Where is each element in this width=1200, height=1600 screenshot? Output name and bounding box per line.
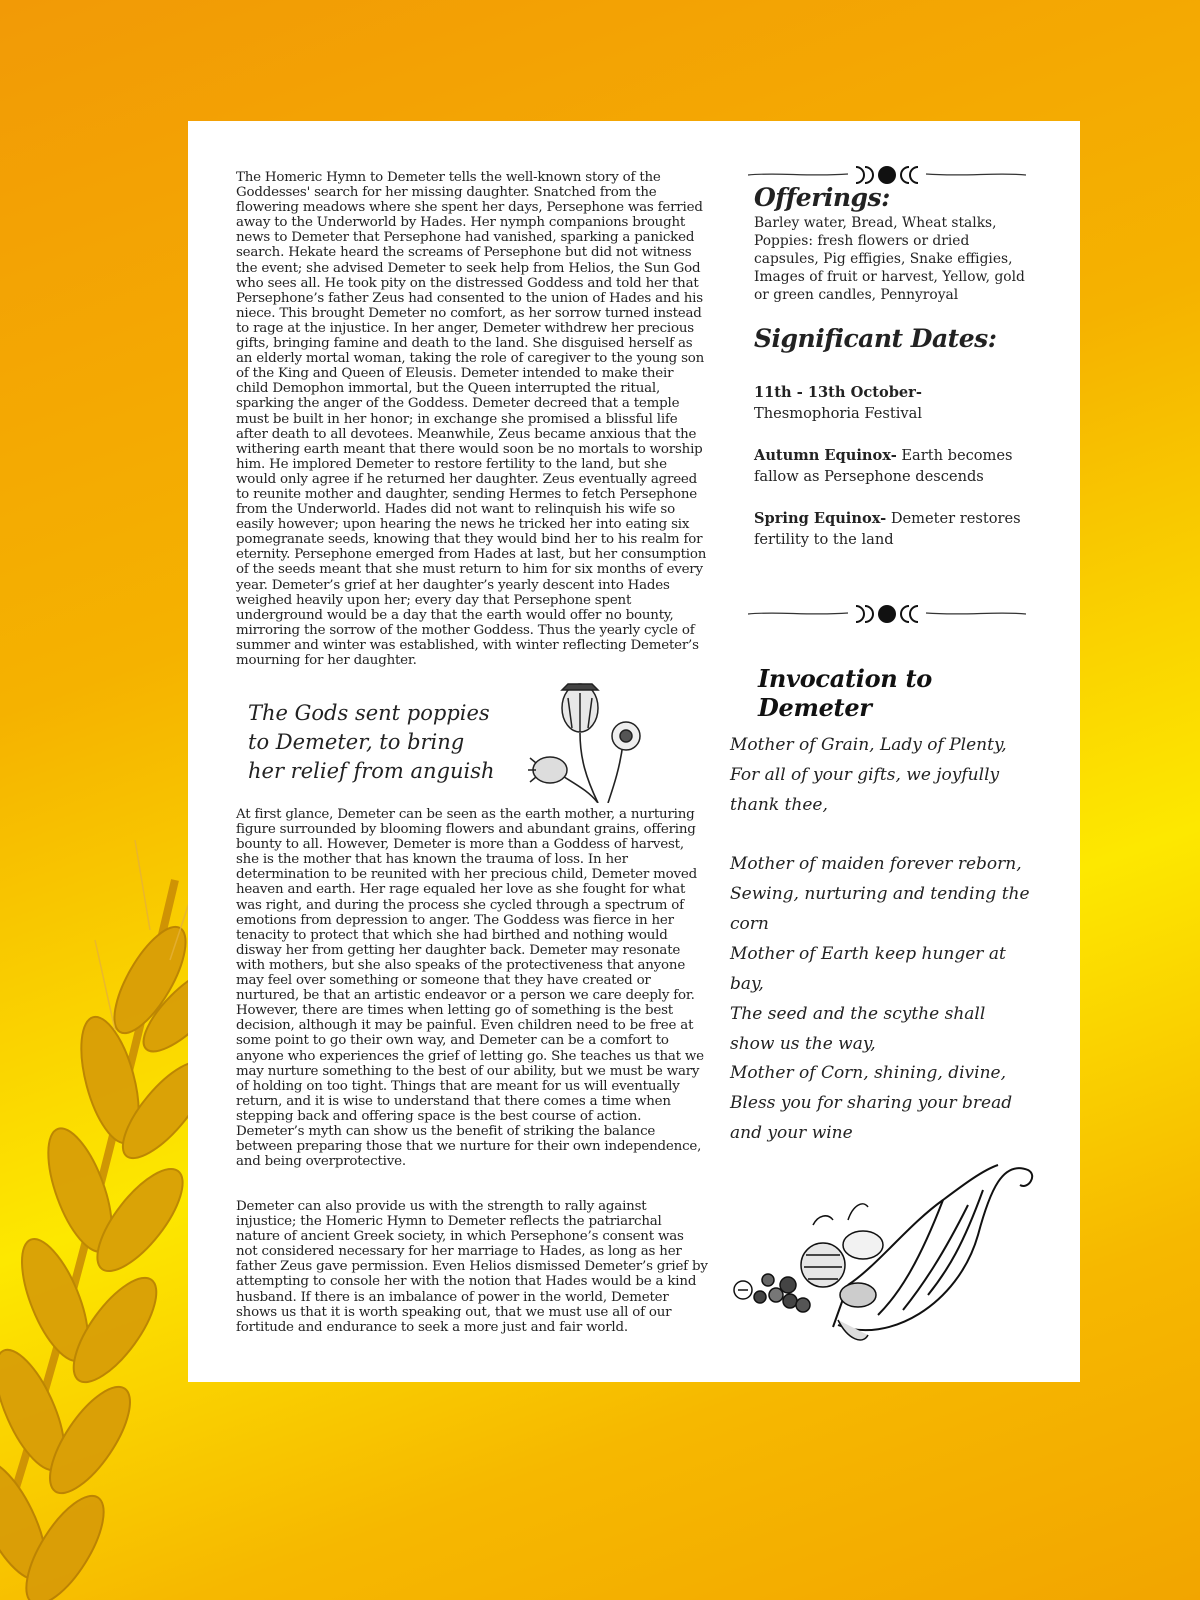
moon-phase-divider <box>748 163 1026 185</box>
verse-line: Bless you for sharing your bread and your wine <box>730 1093 1013 1143</box>
offerings-heading: Offerings: <box>754 183 890 212</box>
verse-line: Mother of Grain, Lady of Plenty, <box>730 735 1007 755</box>
invocation-verse <box>730 730 1030 820</box>
article-page <box>188 121 1080 1382</box>
poppy-quote: The Gods sent poppies to Demeter, to bring her relief from anguish <box>248 701 495 783</box>
cornucopia-illustration <box>728 1145 1038 1345</box>
date-label: Autumn Equinox- <box>754 447 897 464</box>
verse-line: Mother of Corn, shining, divine, <box>730 1063 1006 1083</box>
poppy-pods-illustration <box>528 678 653 803</box>
verse-line: Mother of Earth keep hunger at bay, <box>730 944 1006 994</box>
intro-paragraph: The Homeric Hymn to Demeter tells the well-known story of the Goddesses' search for her missing daughter. Snatched from the flowering meadows where she spent her days, Persephone was ferried away to the Underworld by Hades. Her nymph companions brought news to Demeter that Persephone had vanished, sparking a panicked search. Hekate heard the screams of Persephone but did not witness the event; she advised Demeter to seek help from Helios, the Sun God who sees all. He took pity on the distressed Goddess and told her that Persephone’s father Zeus had consented to the union of Hades and his niece. This brought Demeter no comfort, as her sorrow turned instead to rage at the injustice. In her anger, Demeter withdrew her precious gifts, bringing famine and death to the land. She disguised herself as an elderly mortal woman, taking the role of caregiver to the young son of the King and Queen of Eleusis. Demeter intended to make their child Demophon immortal, but the Queen interrupted the ritual, sparking the anger of the Goddess. Demeter decreed that a temple must be built in her honor; in exchange she promised a blissful life after death to all devotees. Meanwhile, Zeus became anxious that the withering earth meant that there would soon be no mortals to worship him. He implored Demeter to restore fertility to the land, but she would only agree if he returned her daughter. Zeus eventually agreed to reunite mother and daughter, sending Hermes to fetch Persephone from the Underworld. Hades did not want to relinquish his wife so easily however; upon hearing the news he tricked her into eating six pomegranate seeds, knowing that they would bind her to his realm for eternity. Persephone emerged from Hades at last, but her consumption of the seeds meant that she must return to him for six months of every year. Demeter’s grief at her daughter’s yearly descent into Hades weighed heavily upon her; every day that Persephone spent underground would be a day that the earth would offer no bounty, mirroring the sorrow of the mother Goddess. Thus the yearly cycle of summer and winter was established, with winter reflecting Demeter’s mourning for her daughter. <box>236 170 707 668</box>
invocation-title: Invocation to Demeter <box>758 664 933 722</box>
date-label: 11th - 13th October- <box>754 384 922 401</box>
date-item <box>754 382 1034 424</box>
invocation-verse <box>730 1058 1030 1148</box>
date-item <box>754 445 1034 487</box>
demeter-mother-paragraph: At first glance, Demeter can be seen as the earth mother, a nurturing figure surrounded by blooming flowers and abundant grains, offering bounty to all. However, Demeter is more than a Goddess of harvest, she is the mother that has known the trauma of loss. In her determination to be reunited with her precious child, Demeter moved heaven and earth. Her rage equaled her love as she fought for what was right, and during the process she cycled through a spectrum of emotions from depression to anger. The Goddess was fierce in her tenacity to protect that which she had birthed and nothing would disway her from getting her daughter back. Demeter may resonate with mothers, but she also speaks of the protectiveness that anyone may feel over something or someone that they have created or nurtured, be that an artistic endeavor or a person we care deeply for. However, there are times when letting go of something is the best decision, although it may be painful. Even children need to be free at some point to go their own way, and Demeter can be a comfort to anyone who experiences the grief of letting go. She teaches us that we may nurture something to the best of our ability, but we must be wary of holding on too tight. Things that are meant for us will eventually return, and it is wise to understand that there comes a time when stepping back and offering space is the best course of action. Demeter’s myth can show us the benefit of striking the balance between preparing those that we nurture for their own independence, and being overprotective. <box>236 807 704 1170</box>
verse-line: The seed and the scythe shall show us the way, <box>730 1004 986 1054</box>
date-description: Thesmophoria Festival <box>754 405 922 422</box>
verse-line: Sewing, nurturing and tending the corn <box>730 884 1030 934</box>
invocation-verse <box>730 939 1030 1059</box>
invocation-verse <box>730 849 1030 939</box>
offerings-list: Barley water, Bread, Wheat stalks, Poppies: fresh flowers or dried capsules, Pig effigies, Snake effigies, Images of fruit or harvest, Yellow, gold or green candles, Pennyroyal <box>754 215 1025 303</box>
significant-dates-heading: Significant Dates: <box>754 324 997 353</box>
date-item <box>754 508 1034 550</box>
moon-phase-divider <box>748 602 1026 624</box>
date-label: Spring Equinox- <box>754 510 887 527</box>
injustice-paragraph: Demeter can also provide us with the strength to rally against injustice; the Homeric Hymn to Demeter reflects the patriarchal nature of ancient Greek society, in which Persephone’s consent was not considered necessary for her marriage to Hades, as long as her father Zeus gave permission. Even Helios dismissed Demeter’s grief by attempting to console her with the notion that Hades would be a kind husband. If there is an imbalance of power in the world, Demeter shows us that it is worth speaking out, that we must use all of our fortitude and endurance to seek a more just and fair world. <box>236 1199 708 1335</box>
date-description: Earth becomes fallow as Persephone descends <box>754 447 1013 485</box>
verse-line: Mother of maiden forever reborn, <box>730 854 1022 874</box>
date-description: Demeter restores fertility to the land <box>754 510 1021 548</box>
verse-line: For all of your gifts, we joyfully thank thee, <box>730 765 1000 815</box>
